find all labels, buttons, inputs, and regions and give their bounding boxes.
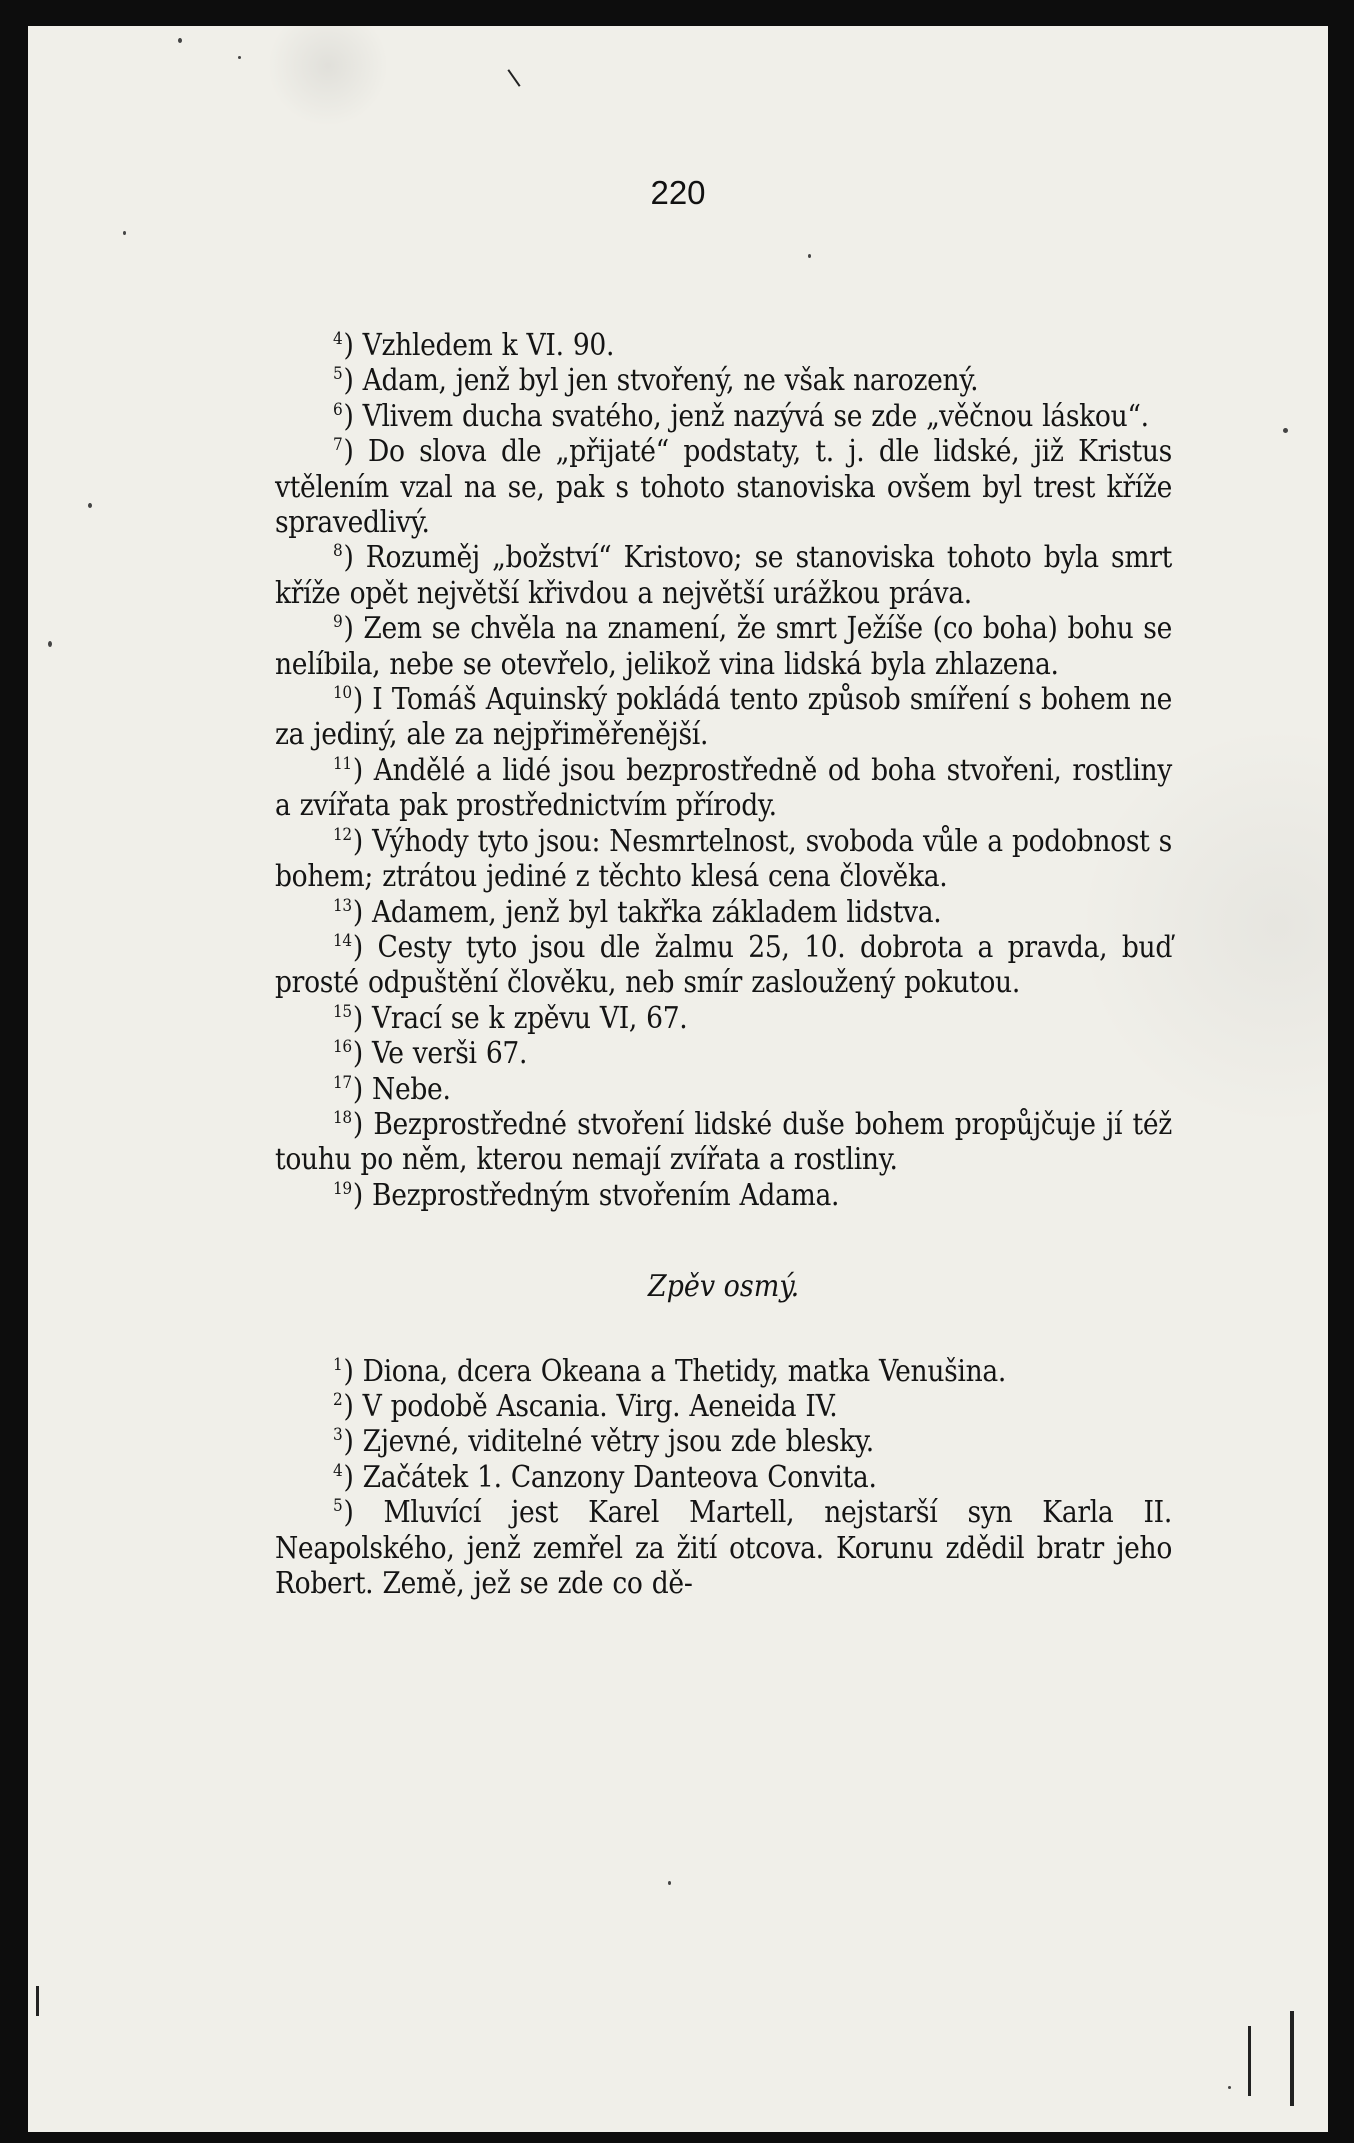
- footnote-marker: 5: [333, 1496, 343, 1517]
- footnote: [275, 1495, 1172, 1601]
- scan-scratch: [507, 69, 520, 87]
- footnote-text: ) Zjevné, viditelné větry jsou zde blesky.: [343, 1424, 874, 1459]
- footnote-marker: 5: [333, 364, 343, 385]
- footnote-marker: 18: [333, 1107, 352, 1128]
- footnote: [275, 540, 1172, 611]
- footnote-text: ) Vlivem ducha svatého, jenž nazývá se zde „věčnou láskou“.: [343, 398, 1149, 433]
- footnote-marker: 2: [333, 1389, 343, 1410]
- footnote-marker: 4: [333, 1460, 343, 1481]
- scan-scratch: [1290, 2011, 1294, 2106]
- footnote-marker: 14: [333, 930, 352, 951]
- footnote: [275, 1460, 1172, 1495]
- footnote: [275, 1001, 1172, 1036]
- footnote-text: ) Vrací se k zpěvu VI, 67.: [352, 1000, 688, 1035]
- footnote: [275, 824, 1172, 895]
- footnote-text: ) Bezprostředným stvořením Adama.: [352, 1177, 840, 1212]
- scan-speck: [1283, 428, 1288, 433]
- footnotes-block: [275, 328, 1172, 1601]
- footnote-marker: 19: [333, 1178, 352, 1199]
- page-number: 220: [650, 174, 706, 211]
- footnote-text: ) Diona, dcera Okeana a Thetidy, matka Venušina.: [343, 1353, 1007, 1388]
- footnote-text: ) Vzhledem k VI. 90.: [343, 328, 615, 362]
- footnote-text: ) Bezprostředné stvoření lidské duše bohem propůjčuje jí též touhu po něm, kterou nemají zvířata a rostliny.: [275, 1106, 1172, 1177]
- scan-speck: [123, 231, 126, 235]
- footnote-text: ) Mluvící jest Karel Martell, nejstarší syn Karla II. Neapolského, jenž zemřel za žití otcova. Korunu zdědil bratr jeho Robert. Země, jež se zde co dě-: [275, 1495, 1172, 1600]
- footnote: [275, 930, 1172, 1001]
- book-page: [28, 26, 1328, 2132]
- footnote: [275, 895, 1172, 930]
- footnote-text: ) Zem se chvěla na znamení, že smrt Ježíše (co boha) bohu se nelíbila, nebe se otevřelo, jelikož vina lidská byla zhlazena.: [275, 611, 1172, 681]
- scan-speck: [48, 641, 52, 647]
- footnote-text: ) Cesty tyto jsou dle žalmu 25, 10. dobrota a pravda, buď prosté odpuštění člověku, neb smír zasloužený pokutou.: [275, 929, 1172, 1000]
- footnote-text: ) Rozuměj „božství“ Kristovo; se stanoviska tohoto byla smrt kříže opět největší křivdou a největší urážkou práva.: [275, 540, 1172, 610]
- footnote-text: ) Výhody tyto jsou: Nesmrtelnost, svoboda vůle a podobnost s bohem; ztrátou jediné z těchto klesá cena člověka.: [275, 823, 1172, 894]
- scan-speck: [1228, 2086, 1231, 2089]
- footnote: [275, 1389, 1172, 1424]
- footnote-marker: 11: [333, 753, 352, 774]
- footnote-marker: 9: [333, 612, 343, 633]
- footnote: [275, 753, 1172, 824]
- scan-scratch: [36, 1986, 39, 2016]
- footnote-marker: 7: [333, 435, 343, 456]
- footnote-text: ) V podobě Ascania. Virg. Aeneida IV.: [343, 1388, 838, 1423]
- footnote: [275, 328, 1172, 363]
- footnote-marker: 17: [333, 1072, 352, 1093]
- footnote: [275, 1424, 1172, 1459]
- footnote-text: ) Ve verši 67.: [352, 1036, 528, 1071]
- footnotes-canto-seven: [275, 328, 1172, 1213]
- footnote-marker: 12: [333, 824, 352, 845]
- footnote: [275, 611, 1172, 682]
- footnote-marker: 3: [333, 1425, 343, 1446]
- footnote-text: ) Adam, jenž byl jen stvořený, ne však narozený.: [343, 363, 979, 398]
- footnote-marker: 15: [333, 1001, 352, 1022]
- footnote-text: ) Začátek 1. Canzony Danteova Convita.: [343, 1459, 877, 1494]
- footnote-text: ) Nebe.: [352, 1071, 451, 1106]
- footnote-text: ) Andělé a lidé jsou bezprostředně od boha stvořeni, rostliny a zvířata pak prostřednictvím přírody.: [275, 752, 1172, 823]
- footnote: [275, 1107, 1172, 1178]
- footnote: [275, 1072, 1172, 1107]
- footnote-marker: 8: [333, 541, 343, 562]
- scan-speck: [668, 1881, 671, 1885]
- section-heading: Zpěv osmý.: [647, 1269, 800, 1305]
- footnote: [275, 1354, 1172, 1389]
- scan-speck: [88, 503, 92, 508]
- scan-speck: [808, 254, 811, 258]
- footnote-marker: 16: [333, 1037, 352, 1058]
- footnote-text: ) Adamem, jenž byl takřka základem lidstva.: [352, 894, 942, 929]
- footnote: [275, 682, 1172, 753]
- footnote-marker: 6: [333, 399, 343, 420]
- footnote-text: ) I Tomáš Aquinský pokládá tento způsob smíření s bohem ne za jediný, ale za nejpřiměřenější.: [275, 682, 1172, 752]
- footnote: [275, 363, 1172, 398]
- footnote: [275, 434, 1172, 540]
- footnote: [275, 1036, 1172, 1071]
- footnotes-canto-eight: [275, 1354, 1172, 1602]
- scan-speck: [178, 38, 182, 43]
- footnote: [275, 1178, 1172, 1213]
- scan-scratch: [1248, 2026, 1251, 2096]
- footnote-marker: 1: [333, 1354, 343, 1375]
- footnote-text: ) Do slova dle „přijaté“ podstaty, t. j. dle lidské, již Kristus vtělením vzal na se, pak s tohoto stanoviska ovšem byl trest kříže spravedlivý.: [275, 434, 1172, 540]
- footnote: [275, 399, 1172, 434]
- footnote-marker: 10: [333, 683, 352, 704]
- scan-speck: [238, 56, 241, 59]
- footnote-marker: 4: [333, 329, 343, 349]
- footnote-marker: 13: [333, 895, 352, 916]
